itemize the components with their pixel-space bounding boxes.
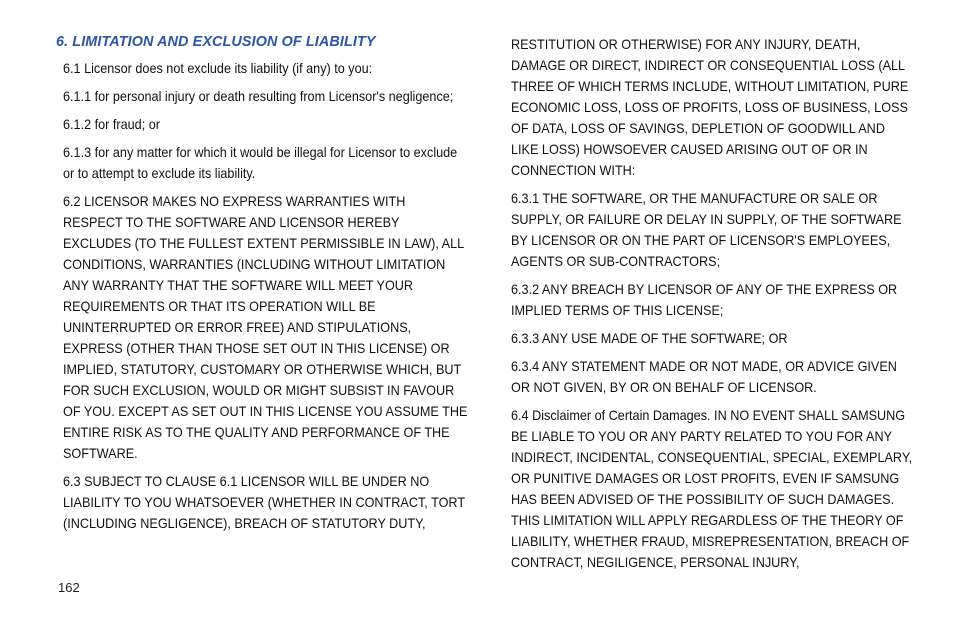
page-number: 162 <box>58 580 80 595</box>
paragraph-6-1-3: 6.1.3 for any matter for which it would be illegal for Licensor to exclude or to attempt to exclude its liability. <box>63 145 458 181</box>
paragraph-6-1: 6.1 Licensor does not exclude its liability (if any) to you: <box>63 61 373 76</box>
right-column <box>511 34 916 580</box>
paragraph-6-3-3: 6.3.3 ANY USE MADE OF THE SOFTWARE; OR <box>511 331 788 346</box>
paragraph-6-3-continued: RESTITUTION OR OTHERWISE) FOR ANY INJURY, DEATH, DAMAGE OR DIRECT, INDIRECT OR CONSEQUENTIAL LOSS (ALL THREE OF WHICH TERMS INCLUDE, WITHOUT LIMITATION, PURE ECONOMIC LOSS, LOSS OF PROFITS, LOSS OF BUSINESS, LOSS OF DATA, LOSS OF SAVINGS, DEPLETION OF GOODWILL AND LIKE LOSS) HOWSOEVER CAUSED ARISING OUT OF OR IN CONNECTION WITH: <box>511 37 909 178</box>
paragraph-6-3: 6.3 SUBJECT TO CLAUSE 6.1 LICENSOR WILL BE UNDER NO LIABILITY TO YOU WHATSOEVER (WHETHER IN CONTRACT, TORT (INCLUDING NEGLIGENCE), BREACH OF STATUTORY DUTY, <box>63 474 465 531</box>
left-column <box>56 34 468 541</box>
paragraph-6-3-4: 6.3.4 ANY STATEMENT MADE OR NOT MADE, OR ADVICE GIVEN OR NOT GIVEN, BY OR ON BEHALF OF LICENSOR. <box>511 359 897 395</box>
section-heading: 6. LIMITATION AND EXCLUSION OF LIABILITY <box>56 34 376 50</box>
paragraph-6-1-1: 6.1.1 for personal injury or death resulting from Licensor's negligence; <box>63 89 454 104</box>
paragraph-6-1-2: 6.1.2 for fraud; or <box>63 117 160 132</box>
paragraph-6-2: 6.2 LICENSOR MAKES NO EXPRESS WARRANTIES WITH RESPECT TO THE SOFTWARE AND LICENSOR HEREBY EXCLUDES (TO THE FULLEST EXTENT PERMISSIBLE IN LAW), ALL CONDITIONS, WARRANTIES (INCLUDING WITHOUT LIMITATION ANY WARRANTY THAT THE SOFTWARE WILL MEET YOUR REQUIREMENTS OR THAT ITS OPERATION WILL BE UNINTERRUPTED OR ERROR FREE) AND STIPULATIONS, EXPRESS (OTHER THAN THOSE SET OUT IN THIS LICENSE) OR IMPLIED, STATUTORY, CUSTOMARY OR OTHERWISE WHICH, BUT FOR SUCH EXCLUSION, WOULD OR MIGHT SUBSIST IN FAVOUR OF YOU. EXCEPT AS SET OUT IN THIS LICENSE YOU ASSUME THE ENTIRE RISK AS TO THE QUALITY AND PERFORMANCE OF THE SOFTWARE. <box>63 194 468 461</box>
paragraph-6-3-1: 6.3.1 THE SOFTWARE, OR THE MANUFACTURE OR SALE OR SUPPLY, OR FAILURE OR DELAY IN SUPPLY, OF THE SOFTWARE BY LICENSOR OR ON THE PART OF LICENSOR'S EMPLOYEES, AGENTS OR SUB-CONTRACTORS; <box>511 191 902 269</box>
paragraph-6-4: 6.4 Disclaimer of Certain Damages. IN NO EVENT SHALL SAMSUNG BE LIABLE TO YOU OR ANY PARTY RELATED TO YOU FOR ANY INDIRECT, INCIDENTAL, CONSEQUENTIAL, SPECIAL, EXEMPLARY, OR PUNITIVE DAMAGES OR LOST PROFITS, EVEN IF SAMSUNG HAS BEEN ADVISED OF THE POSSIBILITY OF SUCH DAMAGES. THIS LIMITATION WILL APPLY REGARDLESS OF THE THEORY OF LIABILITY, WHETHER FRAUD, MISREPRESENTATION, BREACH OF CONTRACT, NEGILIGENCE, PERSONAL INJURY, <box>511 408 913 570</box>
paragraph-6-3-2: 6.3.2 ANY BREACH BY LICENSOR OF ANY OF THE EXPRESS OR IMPLIED TERMS OF THIS LICENSE; <box>511 282 898 318</box>
